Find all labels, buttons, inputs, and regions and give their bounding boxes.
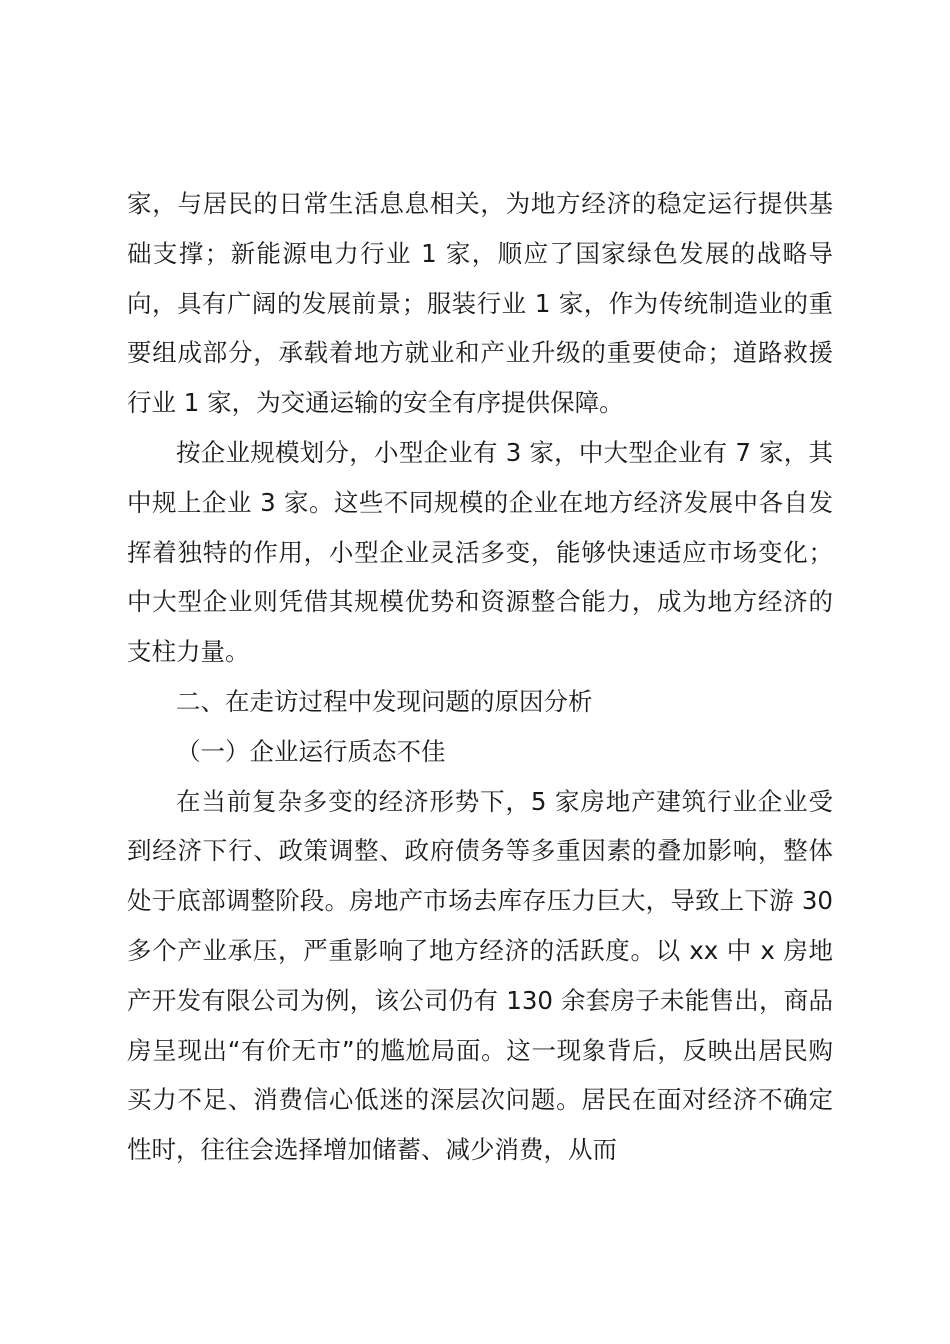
subsection-heading: （一）企业运行质态不佳	[176, 736, 446, 766]
paragraph-scale-breakdown: 按企业规模划分，小型企业有 3 家，中大型企业有 7 家，其中规上企业 3 家。这些不同规模的企业在地方经济发展中各自发挥着独特的作用，小型企业灵活多变，能够快速适应市场变化；中大型企业则凭借其规模优势和资源整合能力，成为地方经济的支柱力量。	[127, 437, 833, 667]
paragraph-real-estate-analysis: 在当前复杂多变的经济形势下，5 家房地产建筑行业企业受到经济下行、政策调整、政府债务等多重因素的叠加影响，整体处于底部调整阶段。房地产市场去库存压力巨大，导致上下游 30 多个产业承压，严重影响了地方经济的活跃度。以 xx 中 x 房地产开发有限公司为例，该公司仍有 130 余套房子未能售出，商品房呈现出“有价无市”的尴尬局面。这一现象背后，反映出居民购买力不足、消费信心低迷的深层次问题。居民在面对经济不确定性时，往往会选择增加储蓄、减少消费，从而	[127, 786, 833, 1165]
section-heading: 二、在走访过程中发现问题的原因分析	[176, 686, 593, 716]
document-page	[127, 179, 833, 1175]
paragraph-industry-continued: 家，与居民的日常生活息息相关，为地方经济的稳定运行提供基础支撑；新能源电力行业 1 家，顺应了国家绿色发展的战略导向，具有广阔的发展前景；服装行业 1 家，作为传统制造业的重要组成部分，承载着地方就业和产业升级的重要使命；道路救援行业 1 家，为交通运输的安全有序提供保障。	[127, 189, 833, 418]
